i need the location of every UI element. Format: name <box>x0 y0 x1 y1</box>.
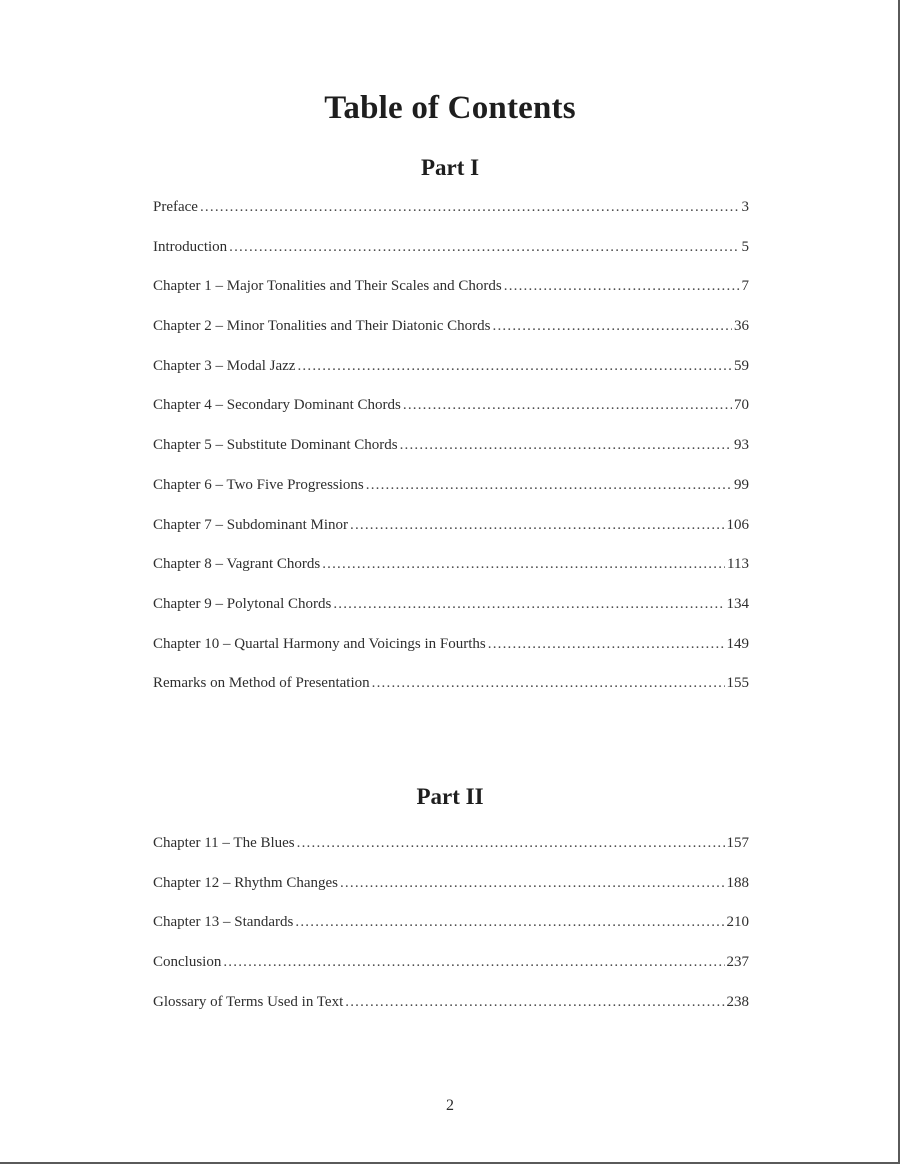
dot-leader <box>372 675 725 692</box>
toc-entry[interactable] <box>153 954 749 994</box>
toc-entry-title: Remarks on Method of Presentation <box>153 675 370 692</box>
toc-entry[interactable] <box>153 914 749 954</box>
dot-leader <box>400 437 732 454</box>
toc-entry-title: Chapter 13 – Standards <box>153 914 294 931</box>
toc-entry-page: 3 <box>741 199 749 215</box>
toc-entry[interactable] <box>153 437 749 477</box>
toc-entry-page: 188 <box>726 874 749 891</box>
toc-entry[interactable] <box>153 556 749 596</box>
page-title: Table of Contents <box>324 90 576 126</box>
part-2-heading: Part II <box>416 784 484 809</box>
toc-entry[interactable] <box>153 596 749 636</box>
dot-leader <box>488 636 725 653</box>
toc-entry-page: 238 <box>726 993 749 1010</box>
dot-leader <box>322 556 725 573</box>
toc-entry[interactable] <box>153 994 749 1034</box>
toc-entry-title: Chapter 1 – Major Tonalities and Their Scales and Chords <box>153 278 502 295</box>
dot-leader <box>200 199 740 216</box>
part-1-heading: Part I <box>420 155 480 180</box>
page-number: 2 <box>446 1097 454 1114</box>
toc-entry-page: 93 <box>734 437 749 454</box>
part-1-toc-list <box>153 199 749 715</box>
toc-entry-page: 149 <box>726 635 749 652</box>
toc-entry-title: Chapter 4 – Secondary Dominant Chords <box>153 397 401 414</box>
toc-entry-page: 210 <box>726 914 749 931</box>
dot-leader <box>350 517 725 534</box>
dot-leader <box>340 875 725 892</box>
toc-entry-title: Preface <box>153 199 198 215</box>
toc-entry[interactable] <box>153 278 749 318</box>
dot-leader <box>504 278 740 295</box>
toc-entry-page: 99 <box>734 476 749 493</box>
toc-entry-title: Chapter 5 – Substitute Dominant Chords <box>153 437 398 454</box>
toc-entry[interactable] <box>153 835 749 875</box>
toc-entry-title: Chapter 8 – Vagrant Chords <box>153 556 321 573</box>
dot-leader <box>403 397 732 414</box>
part-2-toc-list <box>153 835 749 1033</box>
dot-leader <box>297 835 725 852</box>
toc-entry-page: 70 <box>734 397 749 414</box>
toc-entry-page: 134 <box>726 595 749 612</box>
toc-entry-page: 157 <box>726 835 749 851</box>
toc-entry[interactable] <box>153 318 749 358</box>
dot-leader <box>223 954 724 971</box>
toc-entry-page: 5 <box>741 238 749 255</box>
dot-leader <box>229 239 739 256</box>
toc-entry-page: 155 <box>726 675 749 692</box>
toc-entry-title: Chapter 3 – Modal Jazz <box>153 357 296 374</box>
toc-entry[interactable] <box>153 239 749 279</box>
toc-entry[interactable] <box>153 477 749 517</box>
toc-entry-title: Glossary of Terms Used in Text <box>153 993 344 1010</box>
dot-leader <box>333 596 724 613</box>
toc-entry-page: 237 <box>726 954 749 971</box>
toc-entry-title: Chapter 10 – Quartal Harmony and Voicings in Fourths <box>153 635 486 652</box>
toc-entry[interactable] <box>153 517 749 557</box>
toc-entry-title: Chapter 2 – Minor Tonalities and Their Diatonic Chords <box>153 318 491 335</box>
toc-entry[interactable] <box>153 636 749 676</box>
toc-entry[interactable] <box>153 199 749 239</box>
toc-entry-title: Conclusion <box>153 954 222 971</box>
toc-entry-page: 36 <box>734 318 749 335</box>
dot-leader <box>493 318 732 335</box>
dot-leader <box>297 358 732 375</box>
toc-entry-title: Introduction <box>153 238 228 255</box>
toc-entry-title: Chapter 6 – Two Five Progressions <box>153 476 364 493</box>
toc-entry-page: 7 <box>741 278 749 295</box>
toc-entry[interactable] <box>153 358 749 398</box>
toc-entry-page: 59 <box>734 357 749 374</box>
dot-leader <box>366 477 732 494</box>
dot-leader <box>295 914 724 931</box>
toc-entry[interactable] <box>153 675 749 715</box>
dot-leader <box>345 994 724 1011</box>
toc-entry-title: Chapter 7 – Subdominant Minor <box>153 516 348 533</box>
toc-entry-page: 106 <box>726 516 749 533</box>
toc-entry[interactable] <box>153 875 749 915</box>
toc-entry-title: Chapter 12 – Rhythm Changes <box>153 874 338 891</box>
toc-entry-page: 113 <box>727 556 749 573</box>
toc-entry-title: Chapter 9 – Polytonal Chords <box>153 595 332 612</box>
toc-entry-title: Chapter 11 – The Blues <box>153 835 295 851</box>
toc-entry[interactable] <box>153 397 749 437</box>
